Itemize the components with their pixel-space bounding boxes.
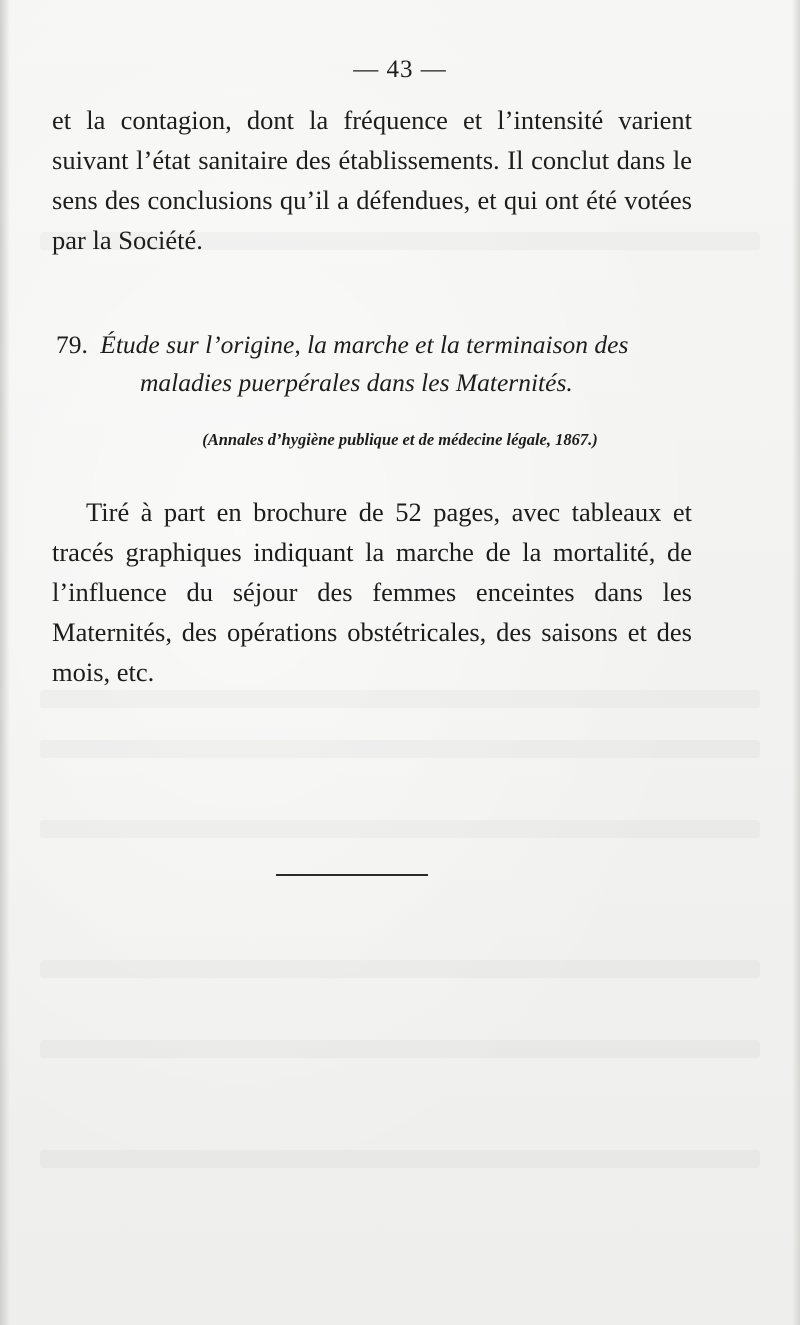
bleed-through-mark [40, 740, 760, 758]
bleed-through-mark [40, 1040, 760, 1058]
bleed-through-mark [40, 690, 760, 708]
bleed-through-mark [40, 820, 760, 838]
paragraph-continuation: et la contagion, dont la fréquence et l’intensité varient suivant l’état sanitaire des établissements. Il conclut dans le sens des conclusions qu’il a défendues, et qui ont été votées par la Société. [52, 105, 692, 255]
page-number: — 43 — [353, 56, 447, 83]
section-divider [276, 874, 428, 876]
entry-heading [56, 326, 696, 364]
entry-source: (Annales d’hygiène publique et de médecine légale, 1867.) [202, 430, 598, 449]
bleed-through-mark [40, 960, 760, 978]
page-right-edge [792, 0, 800, 1325]
entry-title-line2: maladies puerpérales dans les Maternités. [140, 368, 573, 397]
bleed-through-mark [40, 1150, 760, 1168]
entry-title-line1: Étude sur l’origine, la marche et la terminaison des [100, 330, 629, 359]
entry-description: Tiré à part en brochure de 52 pages, avec tableaux et tracés graphiques indiquant la marche de la mortalité, de l’influence du séjour des femmes enceintes dans les Maternités, des opérations obstétricales, des saisons et des mois, etc. [52, 497, 692, 687]
page-left-edge [0, 0, 10, 1325]
entry-number: 79. [56, 330, 88, 359]
